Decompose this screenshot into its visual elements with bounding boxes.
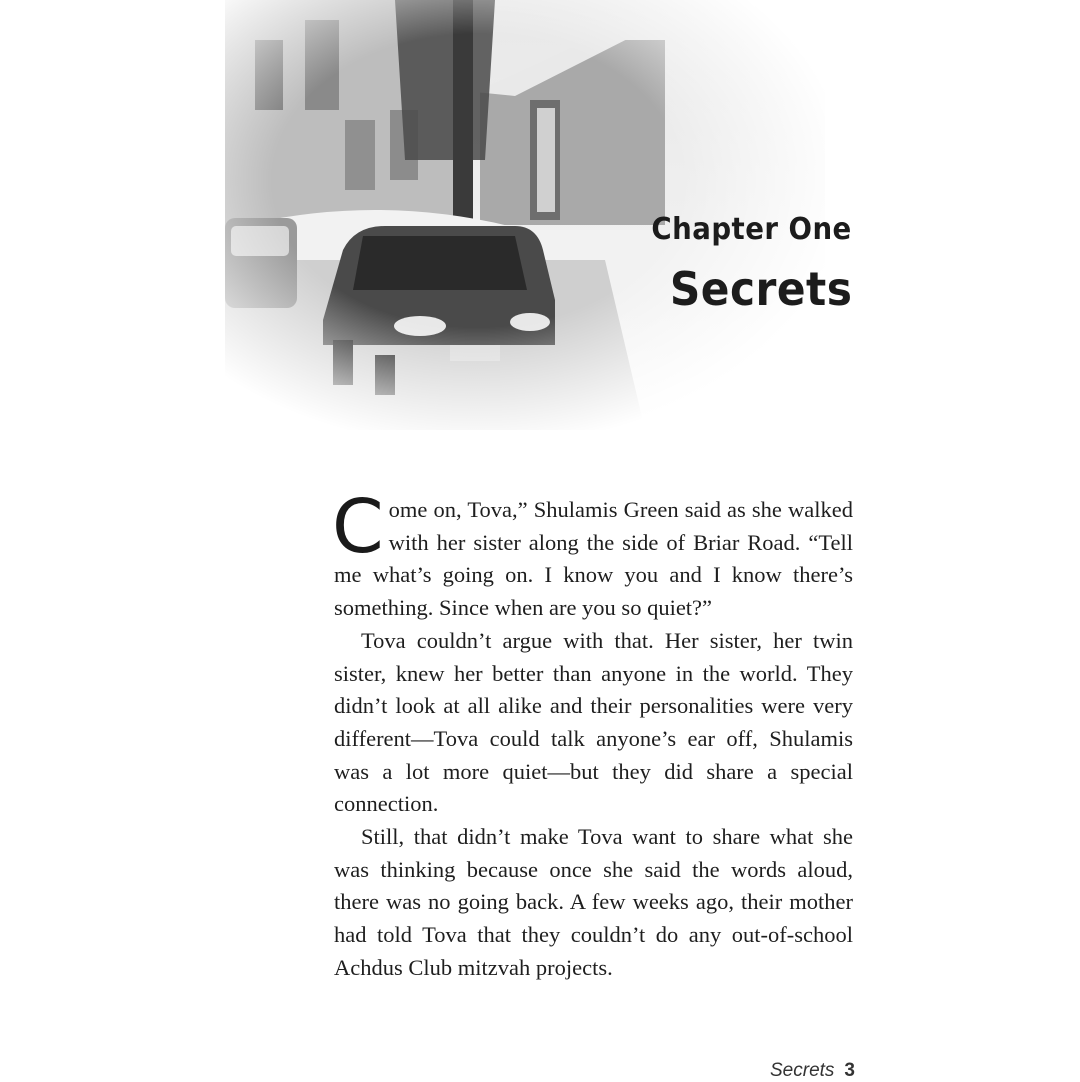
paragraph-1-text: ome on, Tova,” Shulamis Green said as she walked with her sister along the side of Briar Road. “Tell me what’s going on. I know you and I know there’s something. Since when are you so quiet?” xyxy=(334,497,853,621)
paragraph-1 xyxy=(332,484,853,625)
page-number: 3 xyxy=(844,1060,855,1081)
paragraph-2: Tova couldn’t argue with that. Her sister, her twin sister, knew her better than anyone in the world. They didn’t look at all alike and their personalities were very different—Tova could talk anyone’s ear off, Shulamis was a lot more quiet—but they did share a special connection. xyxy=(334,627,853,817)
chapter-title: Secrets xyxy=(669,262,852,316)
chapter-body xyxy=(332,484,853,985)
chapter-number: Chapter One xyxy=(651,212,852,247)
running-head: Secrets xyxy=(770,1060,835,1081)
paragraph-3: Still, that didn’t make Tova want to share what she was thinking because once she said the words aloud, there was no going back. A few weeks ago, their mother had told Tova that they couldn’t do any out-of-school Achdus Club mitzvah projects. xyxy=(334,824,853,980)
page-footer xyxy=(770,1060,855,1082)
drop-cap: C xyxy=(332,484,384,570)
